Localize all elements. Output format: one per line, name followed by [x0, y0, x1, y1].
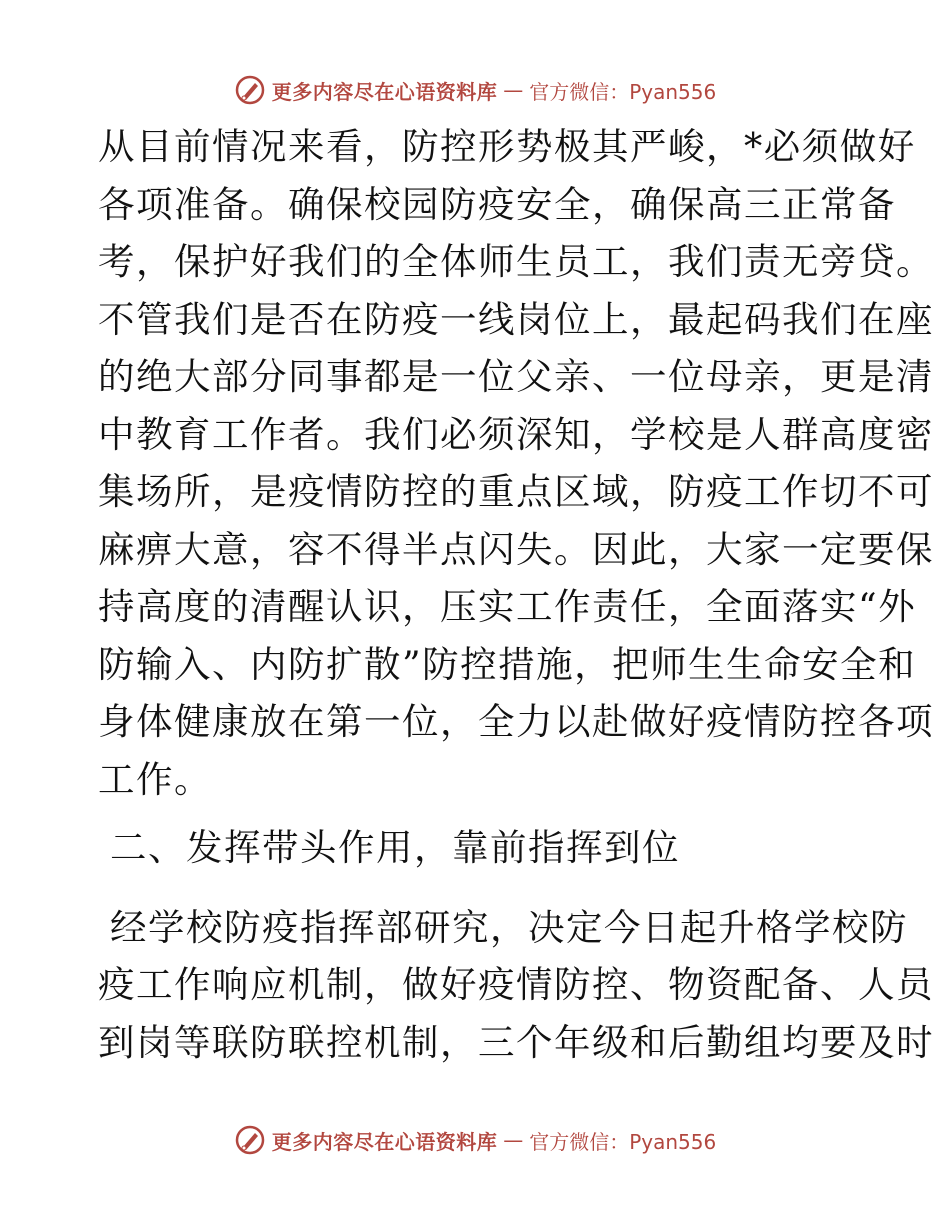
watermark-dash: —	[503, 78, 524, 102]
text-line: 工作。	[98, 757, 212, 801]
text-line: 防输入、内防扩散”防控措施，把师生生命安全和	[98, 642, 917, 686]
section-heading: 二、发挥带头作用，靠前指挥到位	[110, 826, 680, 869]
text-line: 身体健康放在第一位，全力以赴做好疫情防控各项	[98, 700, 934, 743]
watermark-wechat: 官方微信：Pyan556	[529, 79, 717, 104]
text-line: 考，保护好我们的全体师生员工，我们责无旁贷。	[98, 240, 934, 283]
text-line: 持高度的清醒认识，压实工作责任，全面落实“外	[98, 585, 917, 628]
pen-logo-icon	[234, 74, 266, 106]
watermark-wechat: 官方微信：Pyan556	[529, 1129, 717, 1154]
text-line: 经学校防疫指挥部研究，决定今日起升格学校防	[110, 905, 908, 949]
text-line: 各项准备。确保校园防疫安全，确保高三正常备	[98, 182, 896, 226]
watermark-dash: —	[503, 1128, 524, 1152]
text-line: 麻痹大意，容不得半点闪失。因此，大家一定要保	[98, 527, 934, 571]
paragraph-1	[98, 118, 934, 808]
text-line: 到岗等联防联控机制，三个年级和后勤组均要及时	[98, 1020, 934, 1064]
text-line: 集场所，是疫情防控的重点区域，防疫工作切不可	[98, 470, 934, 513]
footer-watermark	[0, 1120, 950, 1160]
pen-logo-icon	[234, 1124, 266, 1156]
text-line: 不管我们是否在防疫一线岗位上，最起码我们在座	[98, 297, 934, 341]
text-line: 从目前情况来看，防控形势极其严峻，*必须做好	[98, 125, 916, 168]
header-watermark	[0, 70, 950, 110]
document-body	[98, 118, 934, 1071]
watermark-text: 更多内容尽在心语资料库	[271, 79, 498, 104]
text-line: 的绝大部分同事都是一位父亲、一位母亲，更是清	[98, 355, 934, 398]
text-line: 中教育工作者。我们必须深知，学校是人群高度密	[98, 412, 934, 456]
paragraph-2	[98, 899, 934, 1072]
text-line: 疫工作响应机制，做好疫情防控、物资配备、人员	[98, 963, 934, 1006]
watermark-text: 更多内容尽在心语资料库	[271, 1129, 498, 1154]
